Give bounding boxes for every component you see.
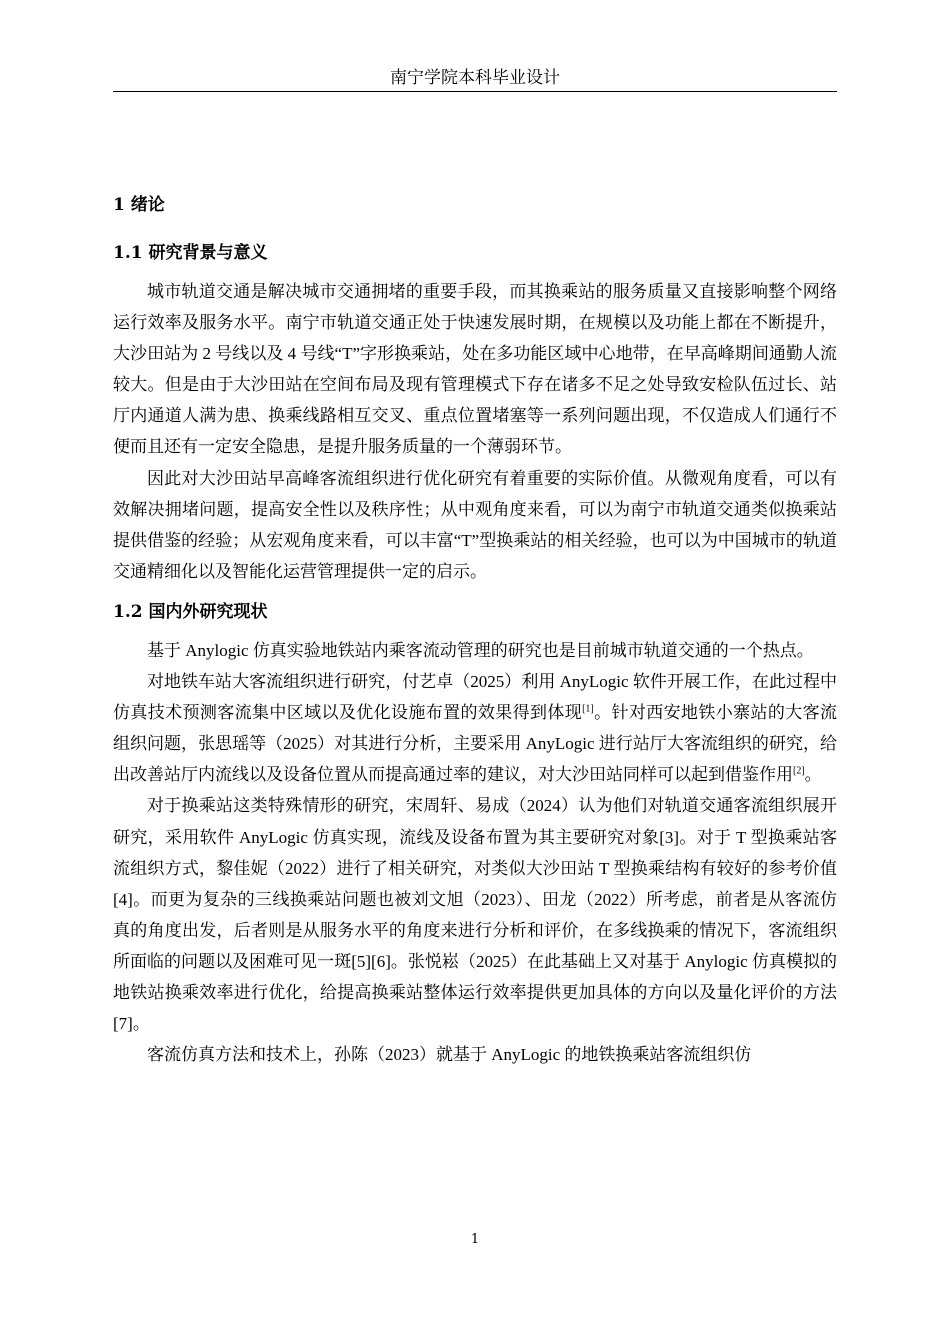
paragraph-transfer-station: 对于换乘站这类特殊情形的研究，宋周轩、易成（2024）认为他们对轨道交通客流组织展开研究，采用软件 AnyLogic 仿真实现，流线及设备布置为其主要研究对象[3]。对于 T 型换乘站客流组织方式，黎佳妮（2022）进行了相关研究，对类似大沙田站 T 型换乘结构有较好的参考价值[4]。而更为复杂的三线换乘站问题也被刘文旭（2023）、田龙（2022）所考虑，前者是从客流仿真的角度出发，后者则是从服务水平的角度来进行分析和评价，在多线换乘的情况下，客流组织所面临的问题以及困难可见一斑[5][6]。张悦崧（2025）在此基础上又对基于 Anylogic 仿真模拟的地铁站换乘效率进行优化，给提高换乘站整体运行效率提供更加具体的方向以及量化评价的方法[7]。 [113, 796, 837, 1034]
citation-ref: [1] [582, 703, 594, 715]
section-title-1-1: 1.1 研究背景与意义 [113, 243, 268, 263]
paragraph-large-passenger-flow [113, 666, 837, 790]
page-number: 1 [470, 1232, 480, 1247]
page-header [113, 66, 837, 92]
header-title: 南宁学院本科毕业设计 [390, 68, 560, 88]
citation-ref: [2] [793, 765, 805, 777]
paragraph-text: 对地铁车站大客流组织进行研究，付艺卓（2025）利用 AnyLogic 软件开展工作，在此过程中仿真技术预测客流集中区域以及优化设施布置的效果得到体现 [113, 672, 837, 723]
paragraph-anylogic-intro: 基于 Anylogic 仿真实验地铁站内乘客流动管理的研究也是目前城市轨道交通的一个热点。 [147, 640, 814, 660]
page-footer [0, 1232, 950, 1247]
paragraph-background: 城市轨道交通是解决城市交通拥堵的重要手段，而其换乘站的服务质量又直接影响整个网络运行效率及服务水平。南宁市轨道交通正处于快速发展时期，在规模以及功能上都在不断提升，大沙田站为 2 号线以及 4 号线“T”字形换乘站，处在多功能区域中心地带，在早高峰期间通勤人流较大。但是由于大沙田站在空间布局及现有管理模式下存在诸多不足之处导致安检队伍过长、站厅内通道人满为患、换乘线路相互交叉、重点位置堵塞等一系列问题出现，不仅造成人们通行不便而且还有一定安全隐患，是提升服务质量的一个薄弱环节。 [113, 282, 837, 457]
paragraph-simulation-methods: 客流仿真方法和技术上，孙陈（2023）就基于 AnyLogic 的地铁换乘站客流组织仿 [147, 1045, 752, 1065]
paragraph-text: 。针对西安地铁小寨站的大客流组织问题，张思瑶等（2025）对其进行分析，主要采用 AnyLogic 进行站厅大客流组织的研究，给出改善站厅内流线以及设备位置从而提高通过率的建议，对大沙田站同样可以起到借鉴作用 [113, 703, 837, 785]
paragraph-significance: 因此对大沙田站早高峰客流组织进行优化研究有着重要的实际价值。从微观角度看，可以有效解决拥堵问题，提高安全性以及秩序性；从中观角度来看，可以为南宁市轨道交通类似换乘站提供借鉴的经验；从宏观角度来看，可以丰富“T”型换乘站的相关经验，也可以为中国城市的轨道交通精细化以及智能化运营管理提供一定的启示。 [113, 468, 837, 581]
document-body [113, 190, 837, 1070]
section-title-1-2: 1.2 国内外研究现状 [113, 601, 268, 622]
chapter-title: 1 绪论 [113, 195, 165, 215]
paragraph-text: 。 [804, 765, 822, 785]
